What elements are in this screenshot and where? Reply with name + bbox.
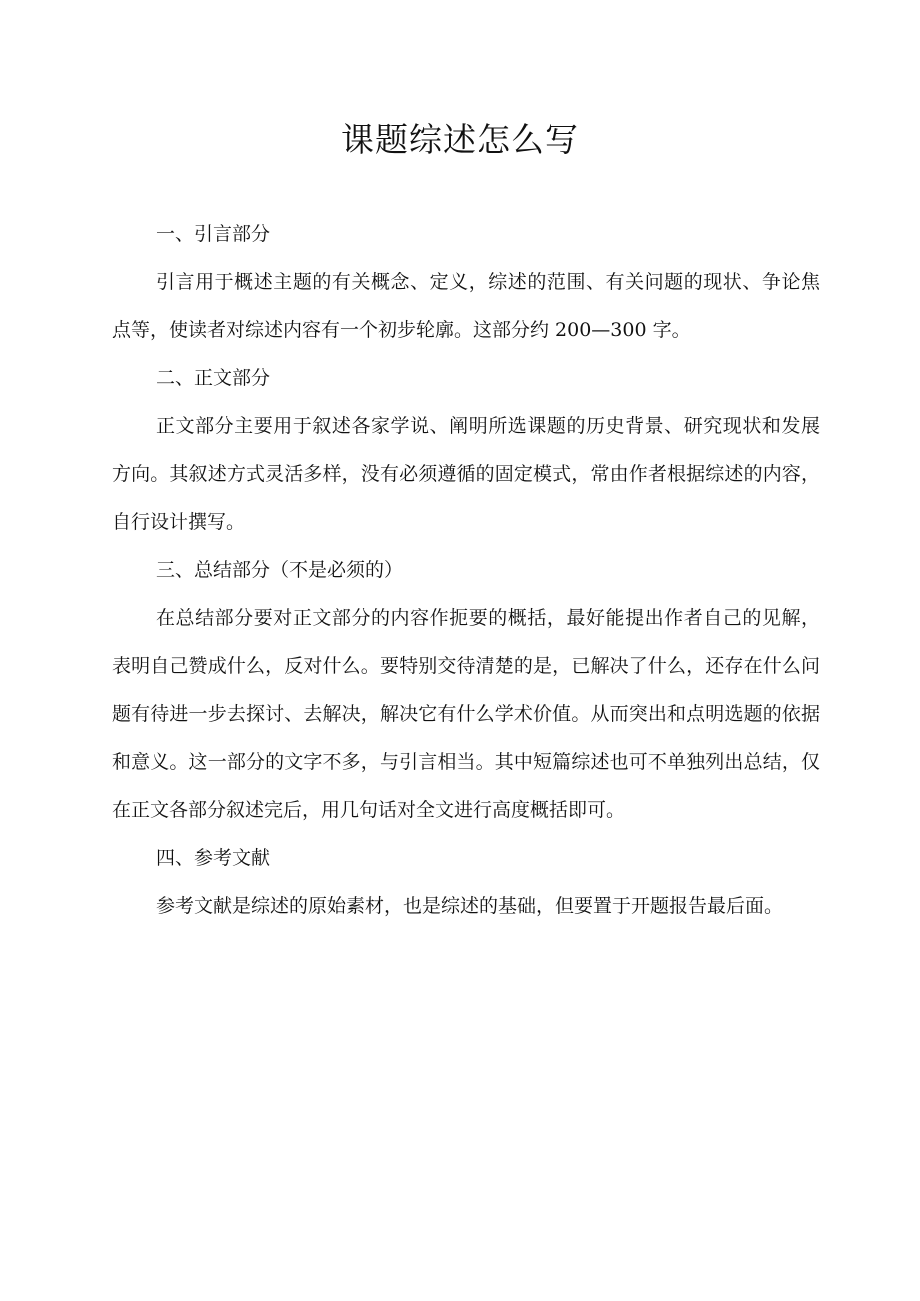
section-paragraph: 正文部分主要用于叙述各家学说、阐明所选课题的历史背景、研究现状和发展方向。其叙述方式灵活多样，没有必须遵循的固定模式，常由作者根据综述的内容，自行设计撰写。 xyxy=(112,415,820,533)
section-paragraph: 在总结部分要对正文部分的内容作扼要的概括，最好能提出作者自己的见解，表明自己赞成什么，反对什么。要特别交待清楚的是，已解决了什么，还存在什么问题有待进一步去探讨、去解决，解决它有什么学术价值。从而突出和点明选题的依据和意义。这一部分的文字不多，与引言相当。其中短篇综述也可不单独列出总结，仅在正文各部分叙述完后，用几句话对全文进行高度概括即可。 xyxy=(112,607,820,821)
section-references xyxy=(112,834,820,930)
section-main-body xyxy=(112,354,820,546)
document-body xyxy=(112,210,820,930)
section-heading: 二、正文部分 xyxy=(156,367,271,389)
section-paragraph: 参考文献是综述的原始素材，也是综述的基础，但要置于开题报告最后面。 xyxy=(156,895,784,917)
section-introduction xyxy=(112,210,820,354)
section-summary xyxy=(112,546,820,834)
section-heading: 三、总结部分（不是必须的） xyxy=(156,559,404,581)
section-heading: 一、引言部分 xyxy=(156,223,271,245)
section-paragraph: 引言用于概述主题的有关概念、定义，综述的范围、有关问题的现状、争论焦点等，使读者对综述内容有一个初步轮廓。这部分约 200—300 字。 xyxy=(112,271,820,341)
section-heading: 四、参考文献 xyxy=(156,847,271,869)
document-title: 课题综述怎么写 xyxy=(341,120,579,159)
